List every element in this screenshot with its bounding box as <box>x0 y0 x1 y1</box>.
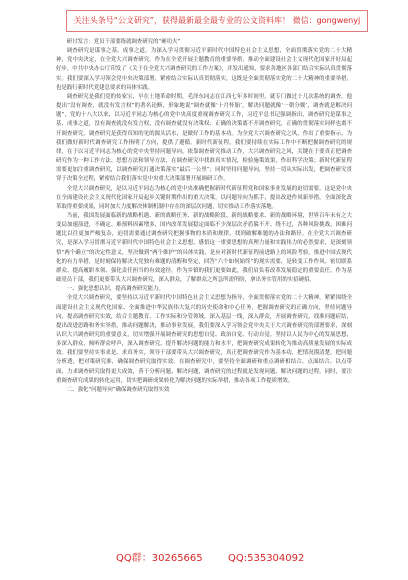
footer-qq-group: QQ群：30265665 <box>116 553 203 564</box>
paragraph: 当前，我国发展面临新的战略机遇、新的战略任务、新的战略阶段、新的战略要求、新的战略环境，世界百年未有之大变局加速演进，不确定、难预料因素增多，国内改革发展稳定面临不少深层次矛盾躲不开、绕不过，各种风险挑战、困难问题比以往更加严峻复杂，迫切需要通过调查研究把握事物的本质和规律，找到破解难题的办法和路径。在全党大兴调查研究，是深入学习贯彻习近平新时代中国特色社会主义思想，感悟这一重要思想的真理力量和实践伟力的必然要求，是深刻领悟“两个确立”的决定性意义，坚决做到“两个维护”的具体实践，是应对新时代新征程前进路上的风险考验，推进中国式现代化的有力举措，是时刻保持解决大党独有难题的清醒和坚定，回答“六个如何始终”的现实需要，是转变工作作风、密切联系群众、提高履职本领、强化责任担当的有效途径。作为乡镇的我们更要如此，我们肩负着改革发展稳定的重要责任，作为基础党员干部，我们更要带头大兴调查研究，深入群众，了解群众之所急所需所盼，拿出务实管用的实招硬招。 <box>56 212 352 284</box>
footer-qq: QQ:535304092 <box>228 553 305 564</box>
section-heading-2: 二、强化“问题导向”确保调查研究取得实效 <box>66 386 170 393</box>
section-heading-1: 一、强化思想认识，提高调查研究能力。 <box>66 286 164 293</box>
paragraph: 调查研究是我们党的传家宝，早在土地革命时期，毛泽东同志在江西七年多时间里，就专门做过十几次系统的调查，他提出“没有调查，就没有发言权”的著名论断，形象地说“调查就像‘十月怀胎’，解决问题就像‘一朝分娩’，调查就是解决问题”，党的十八大以来，以习近平同志为核心的党中央高度重视调查研究工作，习近平总书记强调指出，调查研究是谋事之基、成事之道，没有调查就没有发言权，没有调查就没有决策权；正确的决策离不开调查研究，正确的贯彻落实同样也离不开调查研究。调查研究是获得真知的见的源头活水，是做好工作的基本功。为全党大兴调查研究之风，作出了重要指示，为我们做好新时代调查研究工作指明了方向，提供了遵循。新时代新征程，我们要持续在实际工作中不断把握调查研究的规律，在于以习近平同志为核心的党中央坚持问题导向，依靠调查研究推动工作，大兴调查研究之风，关键在于要真正把调查研究作为一种工作方法、思想方法和领导方法，在调查研究中找准真实情况，检验施策效果，作出科学决策；新时代新征程需要更加注重调查研究，以调查研究打通决策落实“最后一公里”；同时坚持问题导向，坚持一切从实际出发，把调查研究贯穿于决策全过程，紧密结合我们落实党中央重大决策部署开展调研工作。 <box>56 93 352 183</box>
banner-text: 关注头条号“公文研究”，获得最新最全最专业的公文资料库！ 微信：gongwenyj <box>73 16 361 25</box>
paragraph: 全党大兴调查研究，是以习近平同志为核心的党中央准确把握新时代新征程党和国家事业发展的迫切需要，这是党中央在全面建设社会主义现代化国家开局起步关键时期作出的重大决策。以问题导向为抓手，提出改进作风新举措，全面深化改革取得重要成果，同时加大力度解决体制机制中存在的深层次问题，切实推动工作落实落地。 <box>56 185 352 210</box>
document-body <box>56 38 352 395</box>
document-title: 研讨发言：党员干部要练就调查研究的“硬功夫” <box>66 39 181 45</box>
paragraph: 调查研究是谋事之基、成事之道。为深入学习贯彻习近平新时代中国特色社会主义思想，全面贯彻落实党的二十大精神，党中央决定，在全党大兴调查研究。作为在全党开展主题教育的重要举措，推动全面建设社会主义现代化国家开好局起好步，中共中央办公厅印发了《关于在全党大兴调查研究的工作方案》，并发出通知，要求各地区各部门结合实际认真贯彻落实。我们要深入学习领会党中央决策部署，紧密结合实际认真贯彻落实，这既是全面贯彻落实党的二十大精神的重要举措，也是践行新时代党建总要求的具体实践。 <box>56 48 352 91</box>
paragraph: 全党大兴调查研究，要坚持以习近平新时代中国特色社会主义思想为指导，全面贯彻落实党的二十大精神，紧紧围绕全面建设社会主义现代化国家、全面推进中华民族伟大复兴的历史使命和中心任务，把握调查研究的正确方向，坚持问题导向，提高调查研究实效，结合主题教育、工作实际和分管领域，深入基层一线，深入群众，开展调查研究，找准问题症结，提出改进思路和务实举措，推动问题解决，推动事业发展。我们要深入学习领会党中央关于大兴调查研究的部署要求，深刻认识大兴调查研究的重要意义，切实增强开展调查研究的思想自觉、政治自觉、行动自觉。坚持以人民为中心的发展思想，多深入群众，倾听群众呼声，深入调查研究，提升解决问题的能力和水平，把调查研究成果转化为推动高质量发展的实际成效。我们要坚持实事求是、求真务实，领导干部要带头大兴调查研究，真正把调查研究作为基本功，把情况摸清楚，把问题分析透，把对策研究准，确保调查研究取得实效。在调查研究中，要坚持全面调研和重点调研相结合、点面结合、以点带面，力求调查研究取得更大成效，善于分析问题、解决问题，调查研究的过程就是发现问题、解决问题的过程。同时，要注重调查研究成果的转化运用，切实把调研成果转化为解决问题的实际举措，推动各项工作提质增效。 <box>56 295 352 384</box>
header-banner <box>66 10 368 32</box>
footer <box>0 552 408 570</box>
